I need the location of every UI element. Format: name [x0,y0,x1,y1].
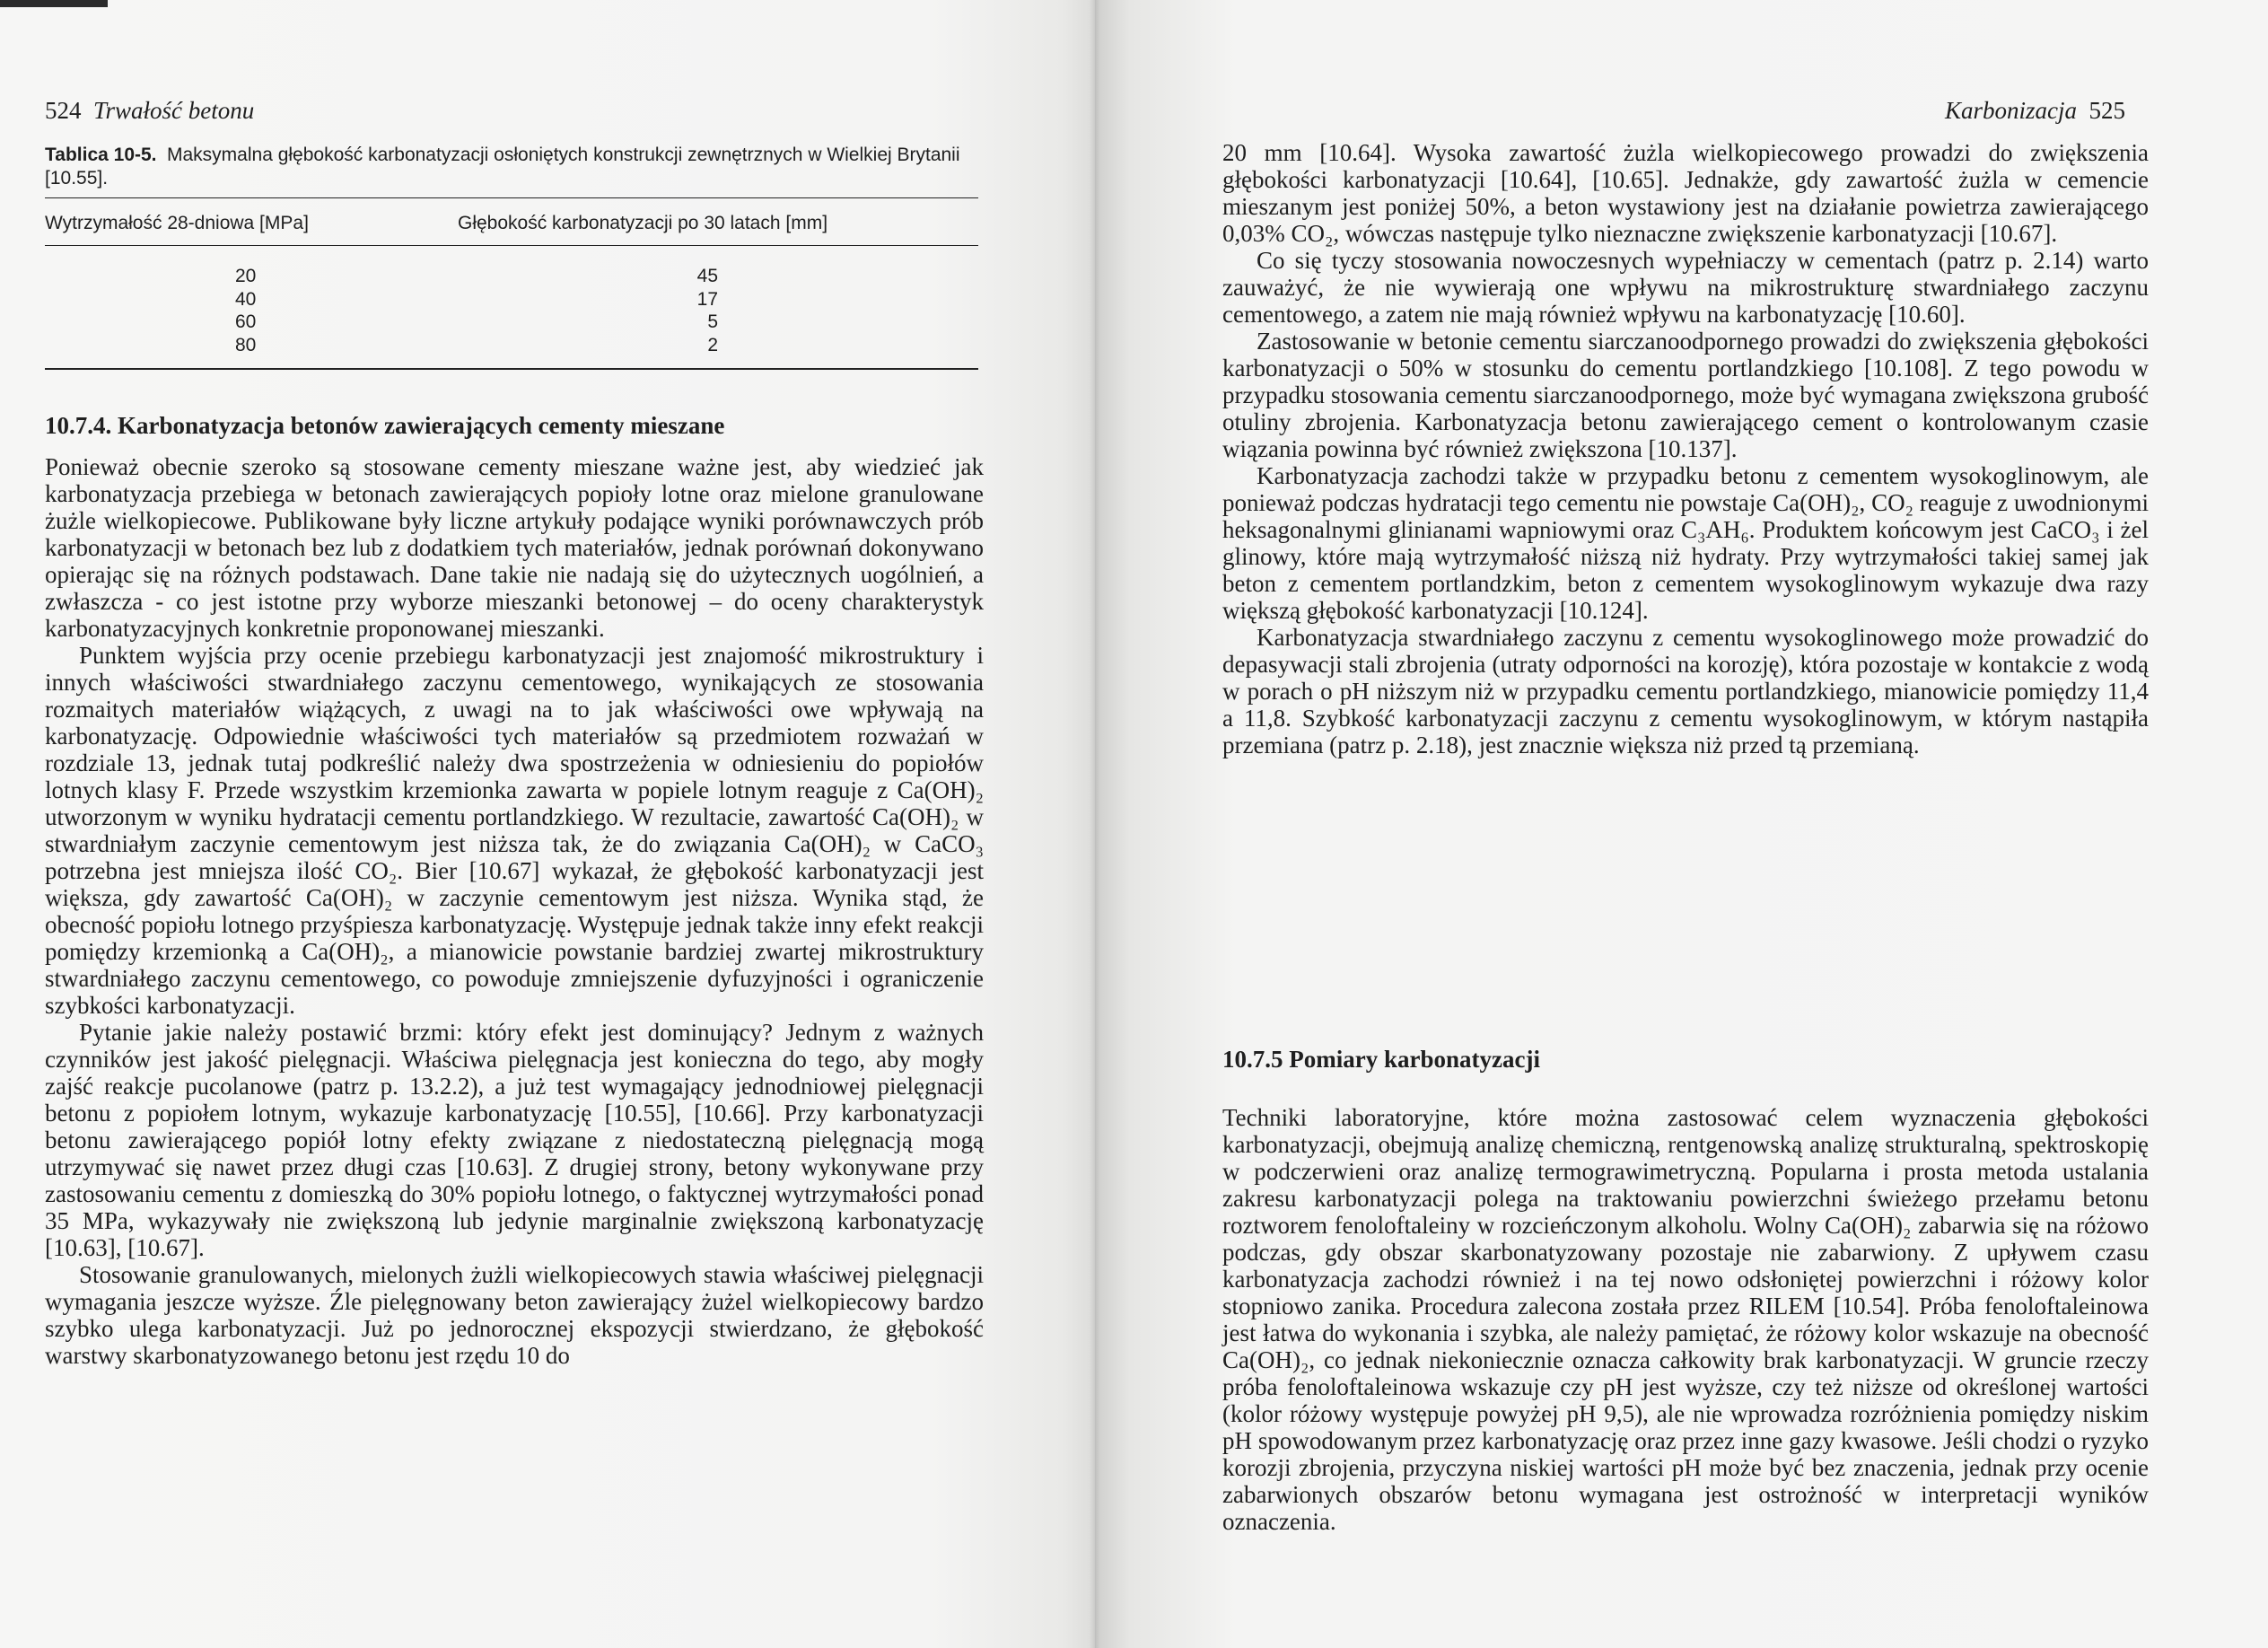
left-body-text [45,453,984,1369]
table-cell: 80 [235,334,257,355]
table-header-depth: Głębokość karbonatyzacji po 30 latach [mm] [458,213,828,233]
right-page-number: 525 [2088,97,2126,124]
table-column-depth [691,265,718,356]
table-caption-text: Maksymalna głębokość karbonatyzacji osłoniętych konstrukcji zewnętrznych w Wielkiej Brytanii [10.55]. [45,145,960,188]
table-bottom-rule [45,368,978,370]
table-cell: 20 [235,266,257,286]
paragraph: Karbonatyzacja stwardniałego zaczynu z cementu wysokoglinowego może prowadzić do depasywacji stali zbrojenia (utraty odporności na korozję), która pozostaje w kontakcie z wodą w porach o pH niższym niż w przypadku cementu portlandzkiego, mianowicie pomiędzy 11,4 a 11,8. Szybkość karbonatyzacji zaczynu z cementu wysokoglinowym, w którym nastąpiła przemiana (patrz p. 2.18), jest znacznie większa niż przed tą przemianą. [1222,624,2149,758]
table-header-strength: Wytrzymałość 28-dniowa [MPa] [45,213,309,233]
section-heading-10-7-4: 10.7.4. Karbonatyzacja betonów zawierających cementy mieszane [45,412,725,439]
table-cell: 60 [235,311,257,332]
left-page-number: 524 [45,97,82,124]
left-running-header [45,97,254,125]
right-body-text-top [1222,139,2149,758]
paragraph: Ponieważ obecnie szeroko są stosowane cementy mieszane ważne jest, aby wiedzieć jak karbonatyzacja przebiega w betonach zawierających popioły lotne oraz mielone granulowane żużle wielkopiecowe. Publikowane były liczne artykuły podające wyniki porównawczych prób karbonatyzacji w betonach bez lub z dodatkiem tych materiałów, jednak porównań dokonywano opierając się na różnych podstawach. Dane takie nie nadają się do użytecznych uogólnień, a zwłaszcza - co jest istotne przy wyborze mieszanki betonowej – do oceny charakterystyk karbonatyzacyjnych konkretnie proponowanej mieszanki. [45,453,984,642]
paragraph: 20 mm [10.64]. Wysoka zawartość żużla wielkopiecowego prowadzi do zwiększenia głębokości karbonatyzacji [10.64], [10.65]. Jednakże, gdy zawartość żużla w cemencie mieszanym jest poniżej 50%, a beton wystawiony jest na działanie powietrza zawierającego 0,03% CO₂, wówczas następuje tylko nieznaczne zwiększenie karbonatyzacji [10.67]. [1222,139,2149,247]
book-gutter [1090,0,1100,1648]
right-running-title: Karbonizacja [1945,97,2078,124]
table-column-strength [235,265,271,356]
paragraph: Techniki laboratoryjne, które można zastosować celem wyznaczenia głębokości karbonatyzacji, obejmują analizę chemiczną, rentgenowską analizę strukturalną, spektroskopię w podczerwieni oraz analizę termograwimetryczną. Popularna i prosta metoda ustalania zakresu karbonatyzacji polega na traktowaniu powierzchni świeżego przełamu betonu roztworem fenoloftaleiny w rozcieńczonym alkoholu. Wolny Ca(OH)₂ zabarwia się na różowo podczas, gdy obszar skarbonatyzowany pozostaje nie zabarwiony. Z upływem czasu karbonatyzacja zachodzi również i na tej nowo odsłoniętej powierzchni i różowy kolor stopniowo zanika. Procedura zalecona została przez RILEM [10.54]. Próba fenoloftaleinowa jest łatwa do wykonania i szybka, ale należy pamiętać, że różowy kolor wskazuje na obecność Ca(OH)₂, co jednak niekoniecznie oznacza całkowity brak karbonatyzacji. W gruncie rzeczy próba fenoloftaleinowa wskazuje czy pH jest wyższe, czy też niższe od określonej wartości (kolor różowy występuje powyżej pH 9,5), ale nie wprowadza rozróżnienia pomiędzy niskim pH spowodowanym przez karbonatyzację oraz przez inne gazy kwasowe. Jeśli chodzi o ryzyko korozji zbrojenia, przyczyna niskiej wartości pH może być bez znaczenia, jednak przy ocenie zabarwionych obszarów betonu wymagana jest ostrożność w interpretacji wyników oznaczenia. [1222,1104,2149,1535]
page-edge-shadow [0,0,108,7]
paragraph: Karbonatyzacja zachodzi także w przypadku betonu z cementem wysokoglinowym, ale ponieważ podczas hydratacji tego cementu nie powstaje Ca(OH)₂, CO₂ reaguje z uwodnionymi heksagonalnymi glinianami wapniowymi oraz C₃AH₆. Produktem końcowym jest CaCO₃ i żel glinowy, które mają wytrzymałość niższą niż hydraty. Przy wytrzymałości takiej samej jak beton z cementem portlandzkim, beton z cementem wysokoglinowym wykazuje dwa razy większą głębokość karbonatyzacji [10.124]. [1222,462,2149,624]
left-running-title: Trwałość betonu [93,97,255,124]
paragraph: Stosowanie granulowanych, mielonych żużli wielkopiecowych stawia właściwej pielęgnacji wymagania jeszcze wyższe. Źle pielęgnowany beton zawierający żużel wielkopiecowy bardzo szybko ulega karbonatyzacji. Już po jednorocznej ekspozycji stwierdzano, że głębokość warstwy skarbonatyzowanego betonu jest rzędu 10 do [45,1261,984,1369]
table-caption [45,144,978,190]
table-header-rule [45,245,978,246]
table-cell: 40 [235,288,257,310]
paragraph: Punktem wyjścia przy ocenie przebiegu karbonatyzacji jest znajomość mikrostruktury i innych właściwości stwardniałego zaczynu cementowego, wynikających ze stosowania rozmaitych materiałów wiążących, z uwagi na to jak właściwości owe wpływają na karbonatyzację. Odpowiednie właściwości tych materiałów są przedmiotem rozważań w rozdziale 13, jednak tutaj podkreślić należy dwa spostrzeżenia w odniesieniu do popiołów lotnych klasy F. Przede wszystkim krzemionka zawarta w popiele lotnym reaguje z Ca(OH)₂ utworzonym w wyniku hydratacji cementu portlandzkiego. W rezultacie, zawartość Ca(OH)₂ w stwardniałym zaczynie cementowym jest niższa tak, że do związania Ca(OH)₂ w CaCO₃ potrzebna jest mniejsza ilość CO₂. Bier [10.67] wykazał, że głębokość karbonatyzacji jest większa, gdy zawartość Ca(OH)₂ w zaczynie cementowym jest niższa. Wynika stąd, że obecność popiołu lotnego przyśpiesza karbonatyzację. Występuje jednak także inny efekt reakcji pomiędzy krzemionką a Ca(OH)₂, a mianowicie powstanie bardziej zwartej mikrostruktury stwardniałego zaczynu cementowego, co powoduje zmniejszenie dyfuzyjności i ograniczenie szybkości karbonatyzacji. [45,642,984,1019]
table-cell: 5 [707,311,718,332]
table-cell: 45 [696,266,718,286]
paragraph: Zastosowanie w betonie cementu siarczanoodpornego prowadzi do zwiększenia głębokości karbonatyzacji o 50% w stosunku do cementu portlandzkiego [10.108]. Z tego powodu w przypadku stosowania cementu siarczanoodpornego, może być wymagana zwiększona grubość otuliny zbrojenia. Karbonatyzacja betonu zawierającego cement o kontrolowanym czasie wiązania powinna być również zwiększona [10.137]. [1222,328,2149,462]
table-top-rule [45,197,978,198]
right-body-text-bottom [1222,1104,2149,1535]
table-cell: 17 [696,288,718,310]
paragraph: Pytanie jakie należy postawić brzmi: który efekt jest dominujący? Jednym z ważnych czynników jest jakość pielęgnacji. Właściwa pielęgnacja jest konieczna do tego, aby mogły zajść reakcje pucolanowe (patrz p. 13.2.2), a już test wymagający jednodniowej pielęgnacji betonu z popiołem lotnym, wykazuje karbonatyzację [10.55], [10.66]. Przy karbonatyzacji betonu zawierającego popiół lotny efekty związane z niedostateczną pielęgnacją mogą utrzymywać się nawet przez długi czas [10.63]. Z drugiej strony, betony wykonywane przy zastosowaniu cementu z domieszką do 30% popiołu lotnego, o faktycznej wytrzymałości ponad 35 MPa, wykazywały nie zwiększoną lub jedynie marginalnie zwiększoną karbonatyzację [10.63], [10.67]. [45,1019,984,1261]
right-running-header [1945,97,2125,125]
section-heading-10-7-5: 10.7.5 Pomiary karbonatyzacji [1222,1046,1540,1073]
table-label: Tablica 10-5. [45,145,157,165]
paragraph: Co się tyczy stosowania nowoczesnych wypełniaczy w cementach (patrz p. 2.14) warto zauważyć, że nie wywierają one wpływu na mikrostrukturę stwardniałego zaczynu cementowego, a zatem nie mają również wpływu na karbonatyzację [10.60]. [1222,247,2149,328]
table-cell: 2 [707,334,718,355]
